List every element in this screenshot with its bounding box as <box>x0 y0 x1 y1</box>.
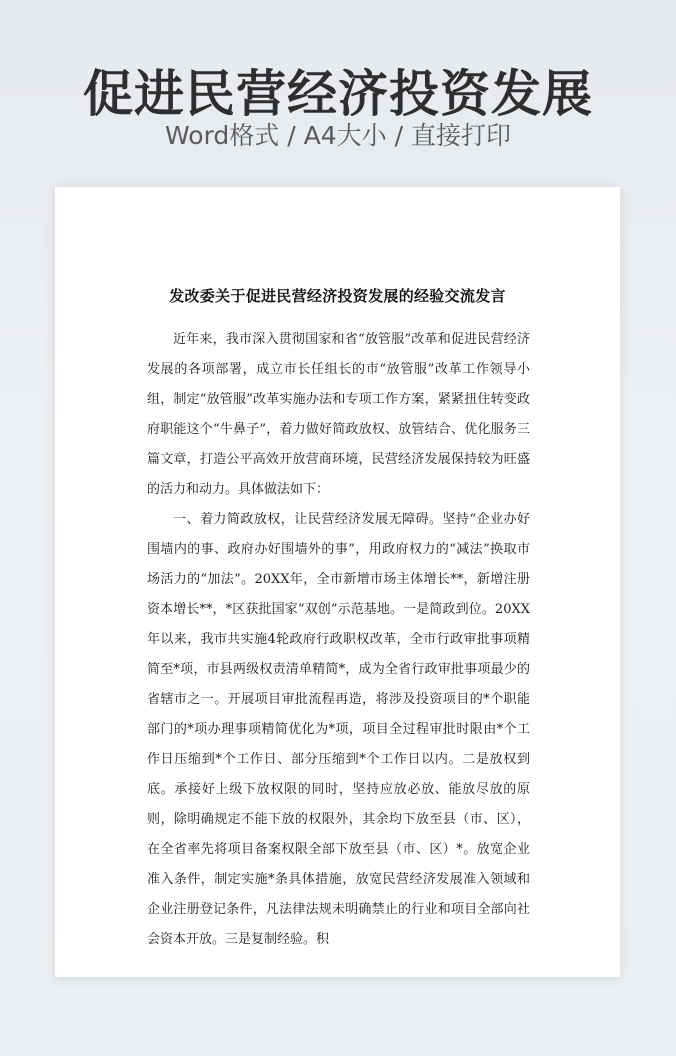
paragraph-section-one: 一、着力简政放权，让民营经济发展无障碍。坚持“企业办好围墙内的事、政府办好围墙外的事”，用政府权力的“减法”换取市场活力的“加法”。20XX年，全市新增市场主体增长**，新增注册资本增长**，*区获批国家“双创”示范基地。一是简政到位。20XX年以来，我市共实施4轮政府行政职权改革，全市行政审批事项精简至*项，市县两级权责清单精简*，成为全省行政审批事项最少的省辖市之一。开展项目审批流程再造，将涉及投资项目的*个职能部门的*项办理事项精简优化为*项，项目全过程审批时限由*个工作日压缩到*个工作日、部分压缩到*个工作日以内。二是放权到底。承接好上级下放权限的同时，坚持应放必放、能放尽放的原则，除明确规定不能下放的权限外，其余均下放至县（市、区），在全省率先将项目备案权限全部下放至县（市、区）*。放宽企业准入条件，制定实施*条具体措施，放宽民营经济发展准入领域和企业注册登记条件，凡法律法规未明确禁止的行业和项目全部向社会资本开放。三是复制经验。积 <box>147 512 530 947</box>
document-page <box>55 187 620 977</box>
page-subtitle: Word格式 / A4大小 / 直接打印 <box>165 121 511 150</box>
document-body <box>147 325 530 955</box>
paragraph-intro: 近年来，我市深入贯彻国家和省“放管服”改革和促进民营经济发展的各项部署，成立市长任组长的市“放管服”改革工作领导小组，制定“放管服”改革实施办法和专项工作方案，紧紧扭住转变政府职能这个“牛鼻子”，着力做好简政放权、放管结合、优化服务三篇文章，打造公平高效开放营商环境，民营经济发展保持较为旺盛的活力和动力。具体做法如下： <box>147 332 530 497</box>
document-title: 发改委关于促进民营经济投资发展的经验交流发言 <box>169 287 506 305</box>
page-title: 促进民营经济投资发展 <box>83 65 593 123</box>
